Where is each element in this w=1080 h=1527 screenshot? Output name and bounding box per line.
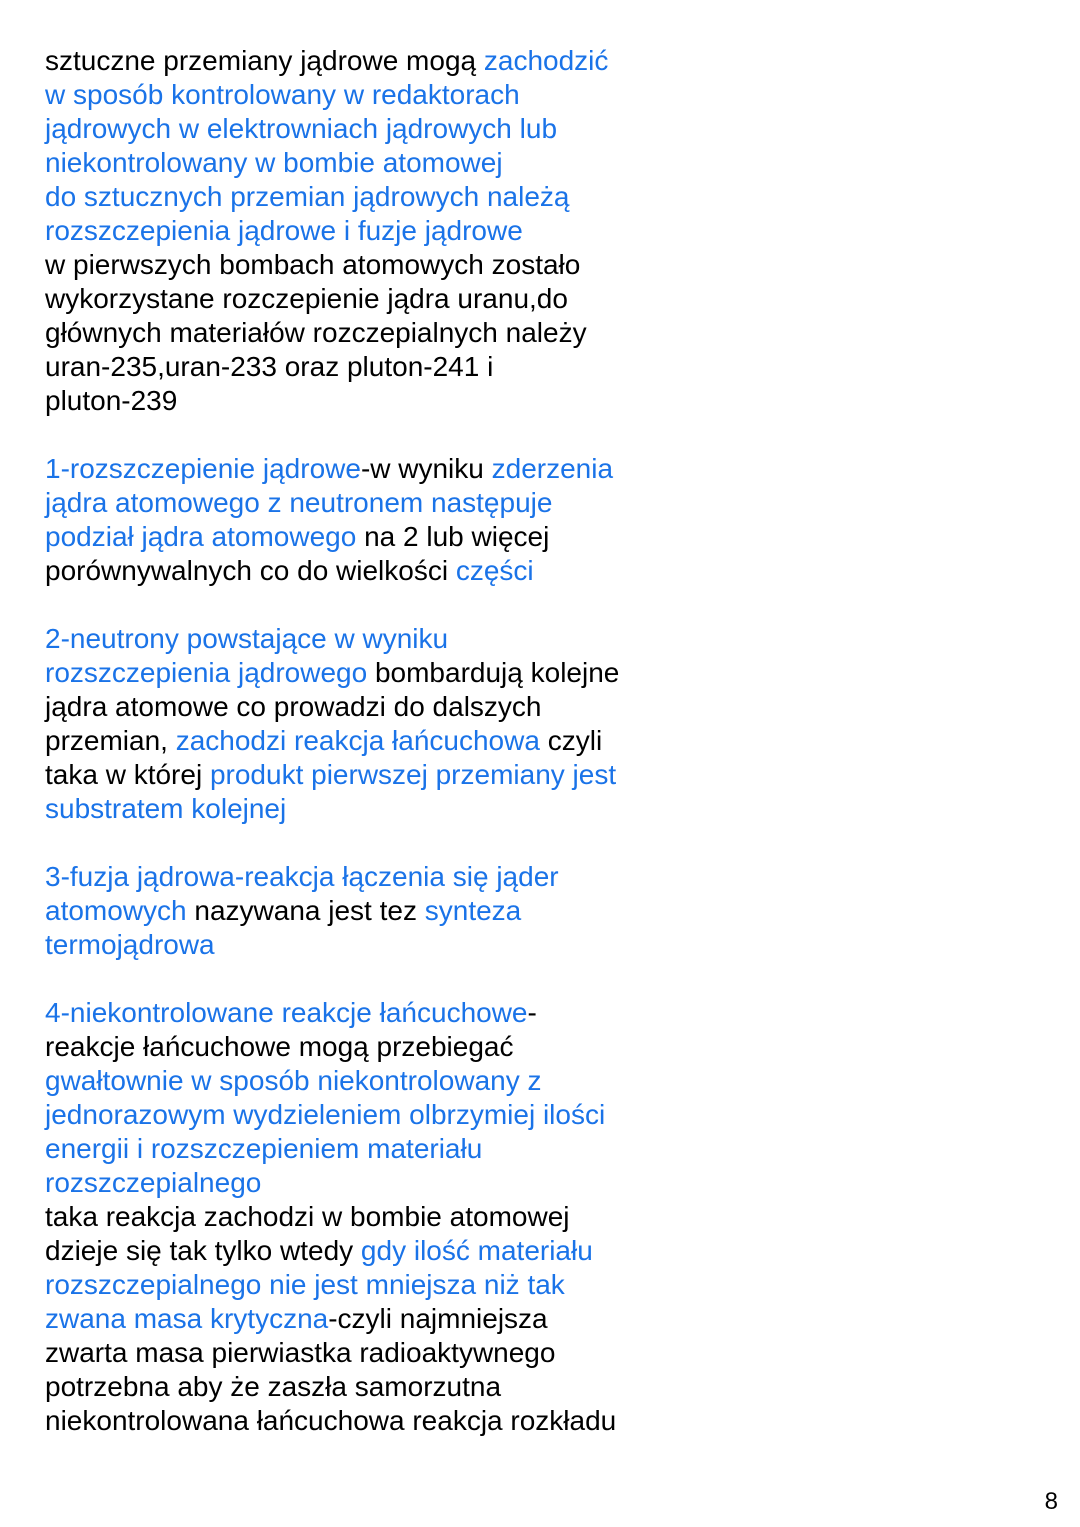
text-line — [45, 996, 685, 1030]
highlighted-text: gdy ilość materiału — [360, 1235, 593, 1266]
highlighted-line: jądrowych w elektrowniach jądrowych lub — [45, 113, 558, 144]
highlighted-line: w sposób kontrolowany w redaktorach — [45, 79, 520, 110]
highlighted-text: zderzenia — [491, 453, 614, 484]
text-line: reakcje łańcuchowe mogą przebiegać — [45, 1031, 514, 1062]
text-line — [45, 724, 685, 758]
text-line — [45, 554, 685, 588]
section-3-fusion — [45, 860, 685, 962]
highlighted-line: rozszczepialnego — [45, 1167, 262, 1198]
text-segment: bombardują kolejne — [367, 657, 620, 688]
text-segment: czyli — [539, 725, 603, 756]
highlighted-line: termojądrowa — [45, 929, 215, 960]
text-segment: - — [527, 997, 537, 1028]
text-segment: przemian, — [45, 725, 176, 756]
text-line: pluton-239 — [45, 385, 178, 416]
text-line — [45, 894, 685, 928]
highlighted-line: niekontrolowany w bombie atomowej — [45, 147, 503, 178]
text-line: niekontrolowana łańcuchowa reakcja rozkładu — [45, 1405, 617, 1436]
text-segment: dzieje się tak tylko wtedy — [45, 1235, 361, 1266]
highlighted-text: części — [455, 555, 534, 586]
highlighted-text: 4-niekontrolowane reakcje łańcuchowe — [45, 997, 528, 1028]
section-4-uncontrolled-reactions — [45, 996, 685, 1438]
highlighted-line: jądra atomowego z neutronem następuje — [45, 487, 553, 518]
text-line — [45, 758, 685, 792]
page-number: 8 — [1044, 1488, 1058, 1515]
highlighted-line: rozszczepienia jądrowe i fuzje jądrowe — [45, 215, 523, 246]
paragraph-gap — [45, 418, 685, 452]
text-line: w pierwszych bombach atomowych zostało — [45, 249, 581, 280]
text-line — [45, 452, 685, 486]
highlighted-text: podział jądra atomowego — [45, 521, 357, 552]
section-2-chain-reaction — [45, 622, 685, 826]
text-segment: na 2 lub więcej — [356, 521, 550, 552]
intro-paragraph — [45, 44, 685, 418]
text-line: potrzebna aby że zaszła samorzutna — [45, 1371, 502, 1402]
text-segment: taka w której — [45, 759, 210, 790]
text-segment: -w wyniku — [360, 453, 492, 484]
highlighted-line: gwałtownie w sposób niekontrolowany z — [45, 1065, 542, 1096]
text-line — [45, 1234, 685, 1268]
highlighted-line: rozszczepialnego nie jest mniejsza niż tak — [45, 1269, 565, 1300]
text-line: jądra atomowe co prowadzi do dalszych — [45, 691, 542, 722]
text-line — [45, 656, 685, 690]
text-line: wykorzystane rozczepienie jądra uranu,do — [45, 283, 568, 314]
paragraph-gap — [45, 588, 685, 622]
highlighted-line: energii i rozszczepieniem materiału — [45, 1133, 483, 1164]
highlighted-text: zwana masa krytyczna — [45, 1303, 329, 1334]
text-segment: -czyli najmniejsza — [328, 1303, 548, 1334]
highlighted-text: rozszczepienia jądrowego — [45, 657, 368, 688]
text-segment: nazywana jest tez — [186, 895, 425, 926]
highlighted-text: zachodzić — [483, 45, 609, 76]
highlighted-line: substratem kolejnej — [45, 793, 287, 824]
section-1-fission — [45, 452, 685, 588]
text-line: uran-235,uran-233 oraz pluton-241 i — [45, 351, 494, 382]
highlighted-text: zachodzi reakcja łańcuchowa — [175, 725, 540, 756]
text-line: głównych materiałów rozczepialnych należy — [45, 317, 587, 348]
page-content — [45, 44, 685, 1438]
highlighted-text: synteza — [424, 895, 522, 926]
text-line: taka reakcja zachodzi w bombie atomowej — [45, 1201, 570, 1232]
highlighted-text: atomowych — [45, 895, 187, 926]
highlighted-line: 2-neutrony powstające w wyniku — [45, 623, 449, 654]
highlighted-line: do sztucznych przemian jądrowych należą — [45, 181, 570, 212]
highlighted-line: 3-fuzja jądrowa-reakcja łączenia się jąder — [45, 861, 559, 892]
text-segment: porównywalnych co do wielkości — [45, 555, 456, 586]
text-line — [45, 1302, 685, 1336]
paragraph-gap — [45, 962, 685, 996]
text-line — [45, 44, 685, 78]
highlighted-line: jednorazowym wydzieleniem olbrzymiej ilości — [45, 1099, 606, 1130]
text-line: zwarta masa pierwiastka radioaktywnego — [45, 1337, 556, 1368]
text-line — [45, 520, 685, 554]
highlighted-text: produkt pierwszej przemiany jest — [209, 759, 617, 790]
paragraph-gap — [45, 826, 685, 860]
text-segment: sztuczne przemiany jądrowe mogą — [45, 45, 484, 76]
highlighted-text: 1-rozszczepienie jądrowe — [45, 453, 361, 484]
